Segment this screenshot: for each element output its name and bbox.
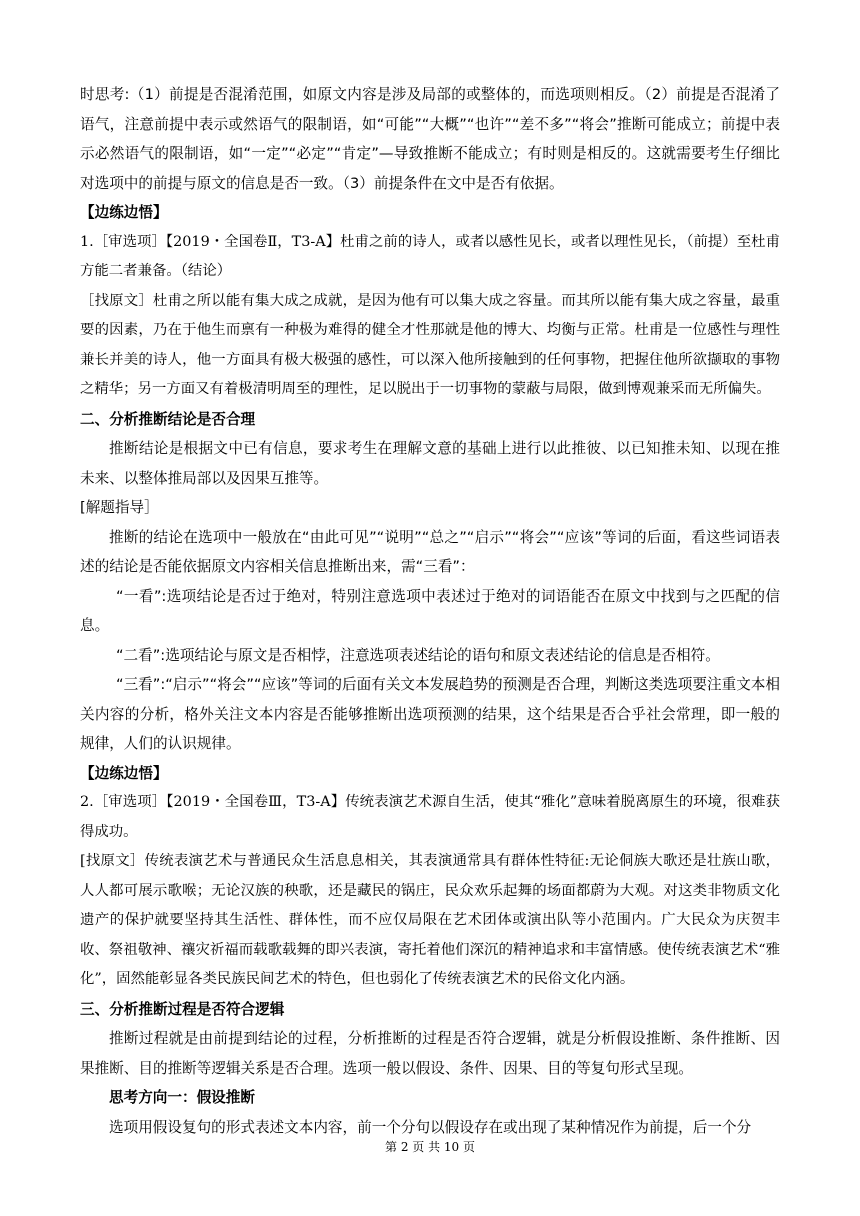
paragraph-three-checks: 推断的结论在选项中一般放在“由此可见”“说明”“总之”“启示”“将会”“应该”等词的后面，看这些词语表述的结论是否能依据原文内容相关信息推断出来，需“三看”： [80, 528, 780, 575]
heading-section-3: 三、分析推断过程是否符合逻辑 [80, 1000, 285, 1018]
paragraph-premise-analysis: 时思考:（1）前提是否混淆范围，如原文内容是涉及局部的或整体的，而选项则相反。（2）前提是否混淆了语气，注意前提中表示或然语气的限制语，如“可能”“大概”“也许”“差不多”“将会”推断可能成立；前提中表示必然语气的限制语，如“一定”“必定”“肯定”—导致推断不能成立；有时则是相反的。这就需要考生仔细比对选项中的前提与原文的信息是否一致。（3）前提条件在文中是否有依据。 [80, 86, 780, 192]
page-footer: 第 2 页 共 10 页 [385, 1140, 475, 1154]
heading-section-2: 二、分析推断结论是否合理 [80, 410, 256, 428]
section-label-practice-2: 【边练边悟】 [80, 764, 168, 782]
section-label-practice-1: 【边练边悟】 [80, 204, 168, 221]
subheading-hypothesis: 思考方向一：假设推断 [109, 1089, 255, 1106]
example-2-option: 2.［审选项］【2019・全国卷Ⅲ，T3-A】传统表演艺术源自生活，使其“雅化”意味着脱离原生的环境，很难获得成功。 [80, 794, 780, 840]
paragraph-check-three: “三看”:“启示”“将会”“应该”等词的后面有关文本发展趋势的预测是否合理，判断这类选项要注重文本相关内容的分析，格外关注文本内容是否能够推断出选项预测的结果，这个结果是否合乎社会常理，即一般的规律，人们的认识规律。 [80, 676, 780, 752]
paragraph-conclusion-intro: 推断结论是根据文中已有信息，要求考生在理解文意的基础上进行以此推彼、以已知推未知、以现在推未来、以整体推局部以及因果互推等。 [80, 440, 780, 487]
label-solution-guide: [解题指导］ [80, 499, 159, 516]
example-1-source: ［找原文］杜甫之所以能有集大成之成就，是因为他有可以集大成之容量。而其所以能有集大成之容量，最重要的因素，乃在于他生而禀有一种极为难得的健全才性那就是他的博大、均衡与正常。杜甫是一位感性与理性兼长并美的诗人，他一方面具有极大极强的感性，可以深入他所接触到的任何事物，把握住他所欲撷取的事物之精华；另一方面又有着极清明周至的理性，足以脱出于一切事物的蒙蔽与局限，做到博观兼采而无所偏失。 [80, 292, 780, 397]
paragraph-process-intro: 推断过程就是由前提到结论的过程，分析推断的过程是否符合逻辑，就是分析假设推断、条件推断、因果推断、目的推断等逻辑关系是否合理。选项一般以假设、条件、因果、目的等复句形式呈现。 [80, 1030, 780, 1077]
page-content [80, 80, 780, 1142]
example-2-source: [找原文］传统表演艺术与普通民众生活息息相关，其表演通常具有群体性特征:无论侗族大歌还是壮族山歌，人人都可展示歌喉；无论汉族的秧歌，还是藏民的锅庄，民众欢乐起舞的场面都蔚为大观。对这类非物质文化遗产的保护就要坚持其生活性、群体性，而不应仅局限在艺术团体或演出队等小范围内。广大民众为庆贺丰收、祭祖敬神、禳灾祈福而载歌载舞的即兴表演，寄托着他们深沉的精神追求和丰富情感。使传统表演艺术“雅化”，固然能彰显各类民族民间艺术的特色，但也弱化了传统表演艺术的民俗文化内涵。 [80, 853, 780, 987]
paragraph-check-one: “一看”:选项结论是否过于绝对，特别注意选项中表述过于绝对的词语能否在原文中找到与之匹配的信息。 [80, 587, 780, 634]
paragraph-hypothesis: 选项用假设复句的形式表述文本内容，前一个分句以假设存在或出现了某种情况作为前提，后一个分 [109, 1118, 752, 1136]
paragraph-check-two: “二看”:选项结论与原文是否相悖，注意选项表述结论的语句和原文表述结论的信息是否相符。 [116, 646, 720, 664]
example-1-option: 1.［审选项］【2019・全国卷Ⅱ，T3-A】杜甫之前的诗人，或者以感性见长，或者以理性见长，（前提）至杜甫方能二者兼备。（结论） [80, 233, 780, 279]
